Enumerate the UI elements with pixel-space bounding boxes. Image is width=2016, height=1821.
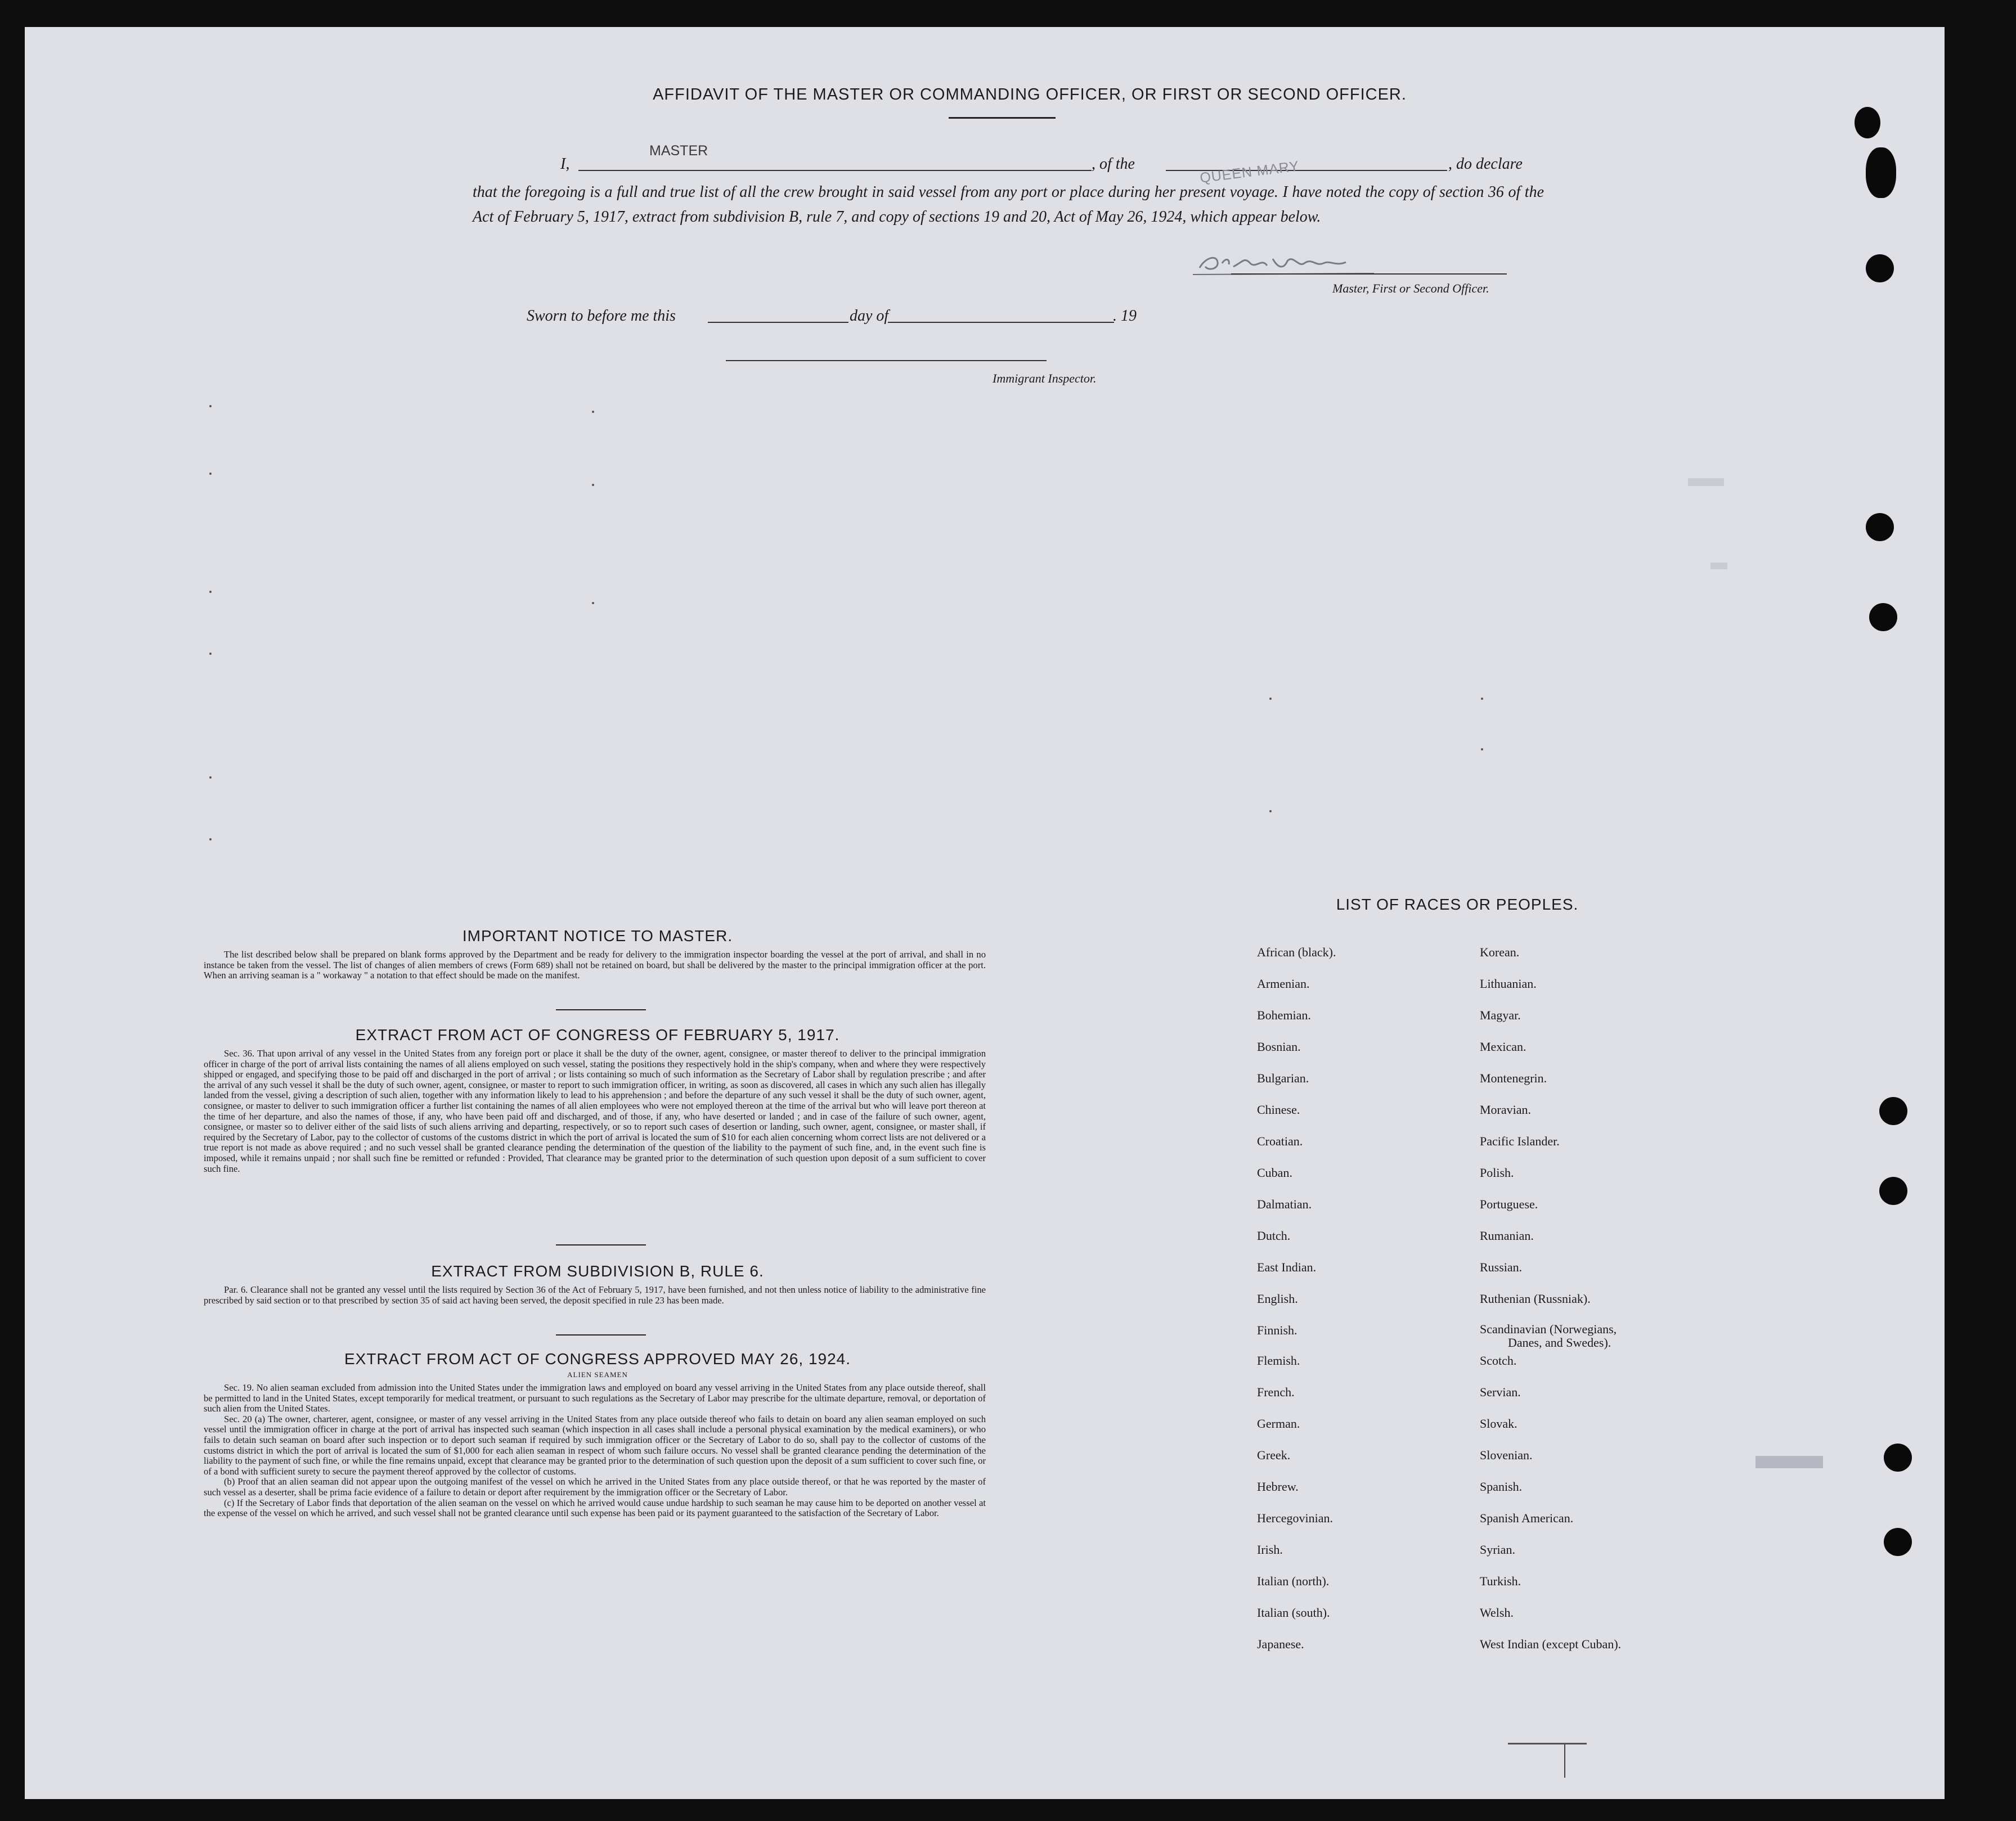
speck	[209, 838, 212, 840]
speck	[592, 602, 594, 604]
rank-value: MASTER	[649, 143, 708, 159]
extract-1924-paragraph: (c) If the Secretary of Labor finds that deportation of the alien seaman on the vessel on which he arrived would cause undue hardship to such seaman he may cause him to be deported on another vessel at the expense of the vessel on which he arrived, and such vessel shall not be granted clearance until such expense has been paid or its payment guaranteed to the satisfaction of the Secretary of Labor.	[204, 1497, 986, 1519]
sworn-month-line	[888, 322, 1114, 323]
race-item: German.	[1257, 1417, 1300, 1431]
race-item: Lithuanian.	[1480, 977, 1537, 991]
bottom-edge-mark	[1564, 1744, 1565, 1778]
race-item: Rumanian.	[1480, 1229, 1534, 1243]
affidavit-title: AFFIDAVIT OF THE MASTER OR COMMANDING OFFICER, OR FIRST OR SECOND OFFICER.	[653, 86, 1407, 104]
signature-caption: Master, First or Second Officer.	[1332, 281, 1489, 295]
race-item: Flemish.	[1257, 1354, 1300, 1368]
extract-1917-paragraph: Sec. 36. That upon arrival of any vessel in the United States from any foreign port or place it shall be the duty of the owner, agent, consignee, or master thereof to deliver to the principal immigration officer in charge of the port of arrival lists containing the names of all aliens employed on such vessel, stating the positions they respectively hold in the ship's company, when and where they were respectively shipped or engaged, and specifying those to be paid off and discharged in the port of arrival ; or lists containing so much of such information as the Secretary of Labor shall by regulation prescribe ; and after the arrival of any such vessel it shall be the duty of such owner, agent, consignee, or master to report to such immigration officer, in writing, as soon as discovered, all cases in which any such alien has illegally landed from the vessel, giving a description of such alien, together with any information likely to lead to his apprehension ; and before the departure of any such vessel it shall be the duty of such owner, agent, consignee, or master to deliver to such immigration officer a further list containing the names of all alien employees who were not employed thereon at the time of the arrival but who will leave port thereon at the time of her departure, and also the names of those, if any, who have been paid off and discharged, and of those, if any, who have deserted or landed ; and in case of the failure of such owner, agent, consignee, or master so to deliver either of the said lists of such aliens arriving and departing, respectively, or so to report such cases of desertion or landing, such owner, agent, consignee, or master shall, if required by the Secretary of Labor, pay to the collector of customs of the customs district in which the port of arrival is located the sum of $10 for each alien concerning whom correct lists are not delivered or a true report is not made as above required ; and no such vessel shall be granted clearance pending the determination of the question of the liability to the payment of such fine, and, in the event such fine is imposed, while it remains unpaid ; nor shall such fine be remitted or refunded : Provided, That clearance may be granted prior to the determination of such question upon deposit of a sum sufficient to cover such fine.	[204, 1048, 986, 1174]
section-divider	[556, 1334, 646, 1336]
race-item: Scotch.	[1480, 1354, 1517, 1368]
race-item: Spanish.	[1480, 1480, 1523, 1494]
speck	[1481, 748, 1483, 750]
speck	[592, 411, 594, 413]
race-item: Armenian.	[1257, 977, 1310, 991]
speck	[209, 405, 212, 407]
race-item: Bulgarian.	[1257, 1071, 1309, 1085]
punch-hole	[1869, 603, 1897, 631]
speck	[1269, 810, 1272, 812]
race-item: Danes, and Swedes).	[1508, 1336, 1611, 1350]
race-item: English.	[1257, 1292, 1298, 1306]
affidavit-of-the-label: , of the	[1092, 155, 1135, 173]
affidavit-i-label: I,	[560, 155, 570, 173]
race-item: Spanish American.	[1480, 1511, 1574, 1525]
race-item: Bohemian.	[1257, 1008, 1311, 1022]
race-item: African (black).	[1257, 945, 1336, 959]
extract-1917-title: EXTRACT FROM ACT OF CONGRESS OF FEBRUARY 5, 1917.	[355, 1026, 840, 1044]
sworn-year-label: . 19	[1113, 307, 1137, 325]
bleed-through-mark	[1710, 563, 1727, 569]
notice-title: IMPORTANT NOTICE TO MASTER.	[462, 927, 733, 945]
notice-text	[204, 950, 986, 981]
vessel-name-stamp: QUEEN MARY	[1198, 158, 1300, 186]
rank-field-line	[578, 170, 1092, 171]
extract-rule6-title: EXTRACT FROM SUBDIVISION B, RULE 6.	[431, 1262, 764, 1280]
extract-rule6-text	[204, 1285, 986, 1306]
race-item: Montenegrin.	[1480, 1071, 1547, 1085]
race-item: Magyar.	[1480, 1008, 1521, 1022]
extract-1924-paragraph: Sec. 19. No alien seaman excluded from admission into the United States under the immigration laws and employed on board any vessel arriving in the United States from any place outside thereof, shall be permitted to land in the United States, except temporarily for medical treatment, or pursuant to such regulations as the Secretary of Labor may prescribe for the ultimate departure, removal, or deportation of such alien from the United States.	[204, 1382, 986, 1414]
race-item: Moravian.	[1480, 1103, 1532, 1117]
race-item: Welsh.	[1480, 1606, 1514, 1620]
race-item: Dalmatian.	[1257, 1197, 1312, 1211]
race-item: Chinese.	[1257, 1103, 1300, 1117]
race-item: Ruthenian (Russniak).	[1480, 1292, 1591, 1306]
race-item: Irish.	[1257, 1543, 1283, 1557]
race-item: Finnish.	[1257, 1323, 1297, 1337]
race-item: Bosnian.	[1257, 1040, 1301, 1054]
race-item: Japanese.	[1257, 1637, 1304, 1651]
race-item: Scandinavian (Norwegians,	[1480, 1322, 1617, 1336]
race-item: Russian.	[1480, 1260, 1523, 1274]
race-item: Hercegovinian.	[1257, 1511, 1333, 1525]
inspector-signature-line	[726, 360, 1047, 361]
punch-hole	[1855, 107, 1880, 138]
punch-hole	[1884, 1528, 1912, 1556]
races-title: LIST OF RACES OR PEOPLES.	[1336, 896, 1579, 913]
signature-line	[1231, 273, 1507, 275]
sworn-day-label: day of	[850, 307, 889, 325]
bleed-through-mark	[1755, 1456, 1823, 1468]
race-item: French.	[1257, 1385, 1295, 1399]
race-item: Slovenian.	[1480, 1448, 1533, 1462]
race-item: Syrian.	[1480, 1543, 1515, 1557]
race-item: Korean.	[1480, 945, 1520, 959]
sworn-label: Sworn to before me this	[527, 307, 676, 325]
punch-hole	[1866, 513, 1894, 541]
punch-hole	[1884, 1444, 1912, 1472]
speck	[209, 776, 212, 779]
punch-hole	[1879, 1177, 1907, 1205]
bleed-through-mark	[1688, 478, 1724, 486]
race-item: Mexican.	[1480, 1040, 1526, 1054]
race-item: Hebrew.	[1257, 1480, 1299, 1494]
speck	[209, 473, 212, 475]
race-item: Polish.	[1480, 1166, 1514, 1180]
speck	[1481, 698, 1483, 700]
race-item: Italian (south).	[1257, 1606, 1330, 1620]
extract-1924-paragraph: (b) Proof that an alien seaman did not appear upon the outgoing manifest of the vessel on which he arrived in the United States from any place outside thereof, or that he was reported by the master of such vessel as a deserter, shall be prima facie evidence of a failure to detain or deport after requirement by the immigration officer or the Secretary of Labor.	[204, 1476, 986, 1498]
race-item: East Indian.	[1257, 1260, 1317, 1274]
extract-rule6-paragraph: Par. 6. Clearance shall not be granted any vessel until the lists required by Section 36 of the Act of February 5, 1917, have been furnished, and not then unless notice of liability to the administrative fine prescribed by said section or to that prescribed by section 35 of said act having been served, the deposit specified in rule 23 has been made.	[204, 1284, 986, 1306]
race-item: Cuban.	[1257, 1166, 1292, 1180]
extract-1924-subtitle: ALIEN SEAMEN	[567, 1370, 628, 1379]
speck	[1269, 698, 1272, 700]
speck	[592, 484, 594, 486]
bottom-edge-mark	[1508, 1743, 1587, 1744]
extract-1924-title: EXTRACT FROM ACT OF CONGRESS APPROVED MAY 26, 1924.	[344, 1350, 851, 1368]
affidavit-declare-label: , do declare	[1448, 155, 1523, 173]
race-item: Turkish.	[1480, 1574, 1521, 1588]
sworn-day-line	[708, 322, 848, 323]
race-item: Servian.	[1480, 1385, 1521, 1399]
extract-1924-paragraph: Sec. 20 (a) The owner, charterer, agent, consignee, or master of any vessel arriving in the United States from any place outside thereof who fails to detain on board any alien seaman employed on such vessel until the immigration officer in charge at the port of arrival has inspected such seaman (which inspection in all cases shall include a personal physical examination by the medical examiners), or who fails to detain such seaman on board after such inspection or to deport such seaman if required by such immigration officer or the Secretary of Labor to do so, shall pay to the collector of customs of the customs district in which the port of arrival is located the sum of $1,000 for each alien seaman in respect of whom such failure occurs. No vessel shall be granted clearance pending the determination of the liability to the payment of such fine, or while the fine remains unpaid, except that clearance may be granted prior to the determination of such question upon the deposit of a sum sufficient to cover such fine, or of a bond with sufficient surety to secure the payment thereof approved by the collector of customs.	[204, 1413, 986, 1477]
race-item: Portuguese.	[1480, 1197, 1538, 1211]
section-divider	[556, 1009, 646, 1010]
race-item: Greek.	[1257, 1448, 1291, 1462]
inspector-caption: Immigrant Inspector.	[993, 371, 1097, 385]
extract-1917-text	[204, 1049, 986, 1174]
title-underline	[949, 117, 1056, 119]
race-item: Croatian.	[1257, 1134, 1303, 1148]
race-item: Pacific Islander.	[1480, 1134, 1560, 1148]
notice-paragraph: The list described below shall be prepared on blank forms approved by the Department and be ready for delivery to the immigration inspector boarding the vessel at the port of arrival, and shall in no instance be taken from the vessel. The list of changes of alien members of crews (Form 689) shall not be retained on board, but shall be delivered by the master to the principal immigration officer at the port. When an arriving seaman is a " workaway " a notation to that effect should be made on the manifest.	[204, 949, 986, 981]
race-item: Dutch.	[1257, 1229, 1291, 1243]
section-divider	[556, 1244, 646, 1246]
speck	[209, 591, 212, 593]
race-item: West Indian (except Cuban).	[1480, 1637, 1622, 1651]
extract-1924-text	[204, 1383, 986, 1519]
punch-hole	[1866, 254, 1894, 282]
affidavit-body: that the foregoing is a full and true list of all the crew brought in said vessel from any port or place during her present voyage. I have noted the copy of section 36 of the Act of February 5, 1917, extract from subdivision B, rule 7, and copy of sections 19 and 20, Act of May 26, 1924, which appear below.	[473, 183, 1544, 226]
race-item: Italian (north).	[1257, 1574, 1330, 1588]
speck	[209, 653, 212, 655]
punch-hole	[1866, 147, 1896, 198]
punch-hole	[1879, 1097, 1907, 1125]
race-item: Slovak.	[1480, 1417, 1517, 1431]
